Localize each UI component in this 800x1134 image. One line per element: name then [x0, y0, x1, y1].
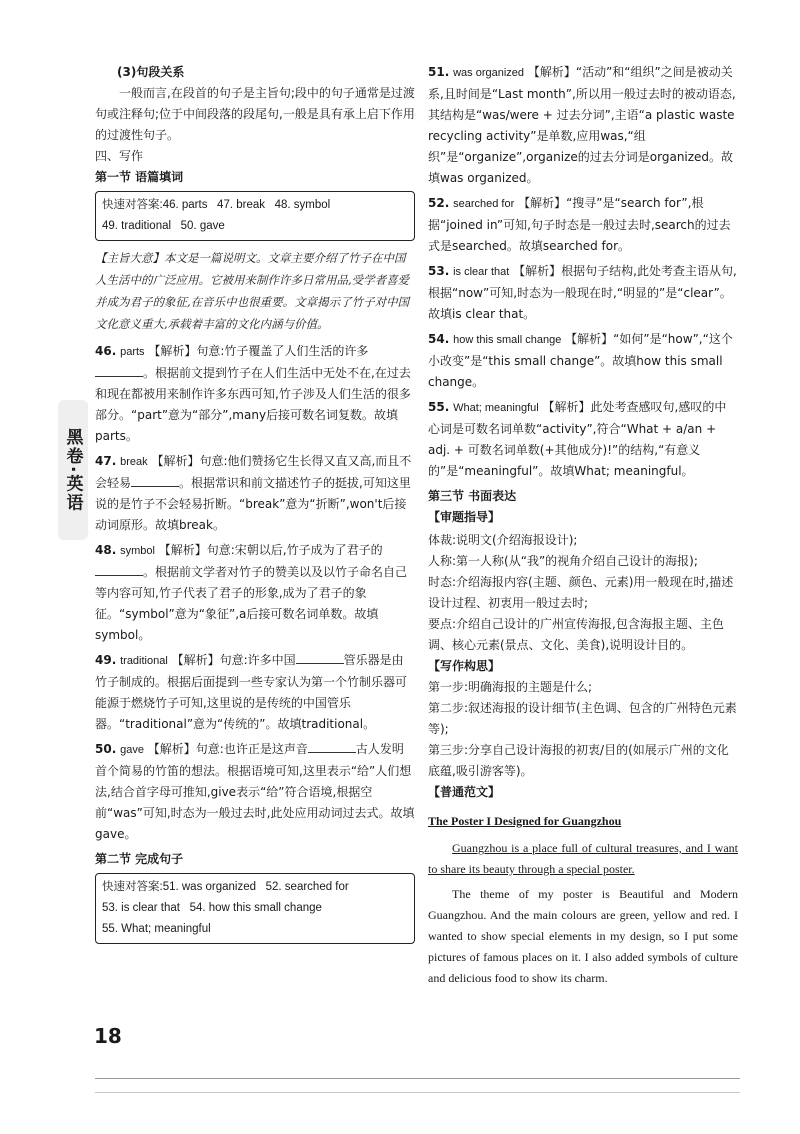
step-line: 第一步:明确海报的主题是什么;	[428, 680, 593, 694]
explanation-item	[95, 739, 415, 845]
answer-item: 54. how this small change	[189, 902, 322, 914]
item-answer: gave	[120, 744, 144, 756]
paragraph: 一般而言,在段首的句子是主旨句;段中的句子通常是过渡句或注释句;位于中间段落的段尾句,一般是具有承上启下作用的过渡性句子。	[95, 86, 415, 142]
answer-box	[95, 873, 415, 944]
explanation-list	[95, 341, 415, 845]
answer-item: 53. is clear that	[102, 902, 180, 914]
item-number: 50.	[95, 742, 117, 756]
item-answer: was organized	[453, 67, 525, 79]
answer-item: 快速对答案:51. was organized	[102, 881, 257, 893]
item-number: 51.	[428, 65, 450, 79]
essay-paragraph: The theme of my poster is Beautiful and Modern Guangzhou. And the main colours are green, yellow and red. I wanted to show special elements in my design, so I put some pictures of famous places on it. I also added symbols of culture and delicious food to show its charm.	[428, 887, 738, 985]
item-text: 【解析】此处考查感叹句,感叹的中心词是可数名词单数“activity”,符合“What + a/an + adj. + 可数名词单数(+其他成分)!”的结构,“有意义的”是“meaningful”。故填What; meaningful。	[428, 400, 727, 478]
essay-title: The Poster I Designed for Guangzhou	[428, 814, 622, 828]
answer-item: 48. symbol	[274, 199, 331, 211]
item-number: 48.	[95, 543, 117, 557]
answer-item: 47. break	[217, 199, 265, 211]
item-text: 【解析】“如何”是“how”,“这个小改变”是“this small change”。故填how this small change。	[428, 332, 733, 389]
explanation-item	[428, 261, 738, 325]
item-number: 52.	[428, 196, 450, 210]
step-line: 第二步:叙述海报的设计细节(主色调、包含的广州特色元素等);	[428, 701, 737, 736]
item-number: 49.	[95, 653, 117, 667]
footer-rule	[95, 1092, 740, 1093]
right-column	[428, 62, 738, 989]
item-text: 【解析】句意:也许正是这声音	[147, 742, 308, 756]
explanation-item	[428, 62, 738, 189]
guide-line: 人称:第一人称(从“我”的视角介绍自己设计的海报);	[428, 554, 698, 568]
item-text: 【解析】“活动”和“组织”之间是被动关系,且时间是“Last month”,所以用一般过去时的被动语态,其结构是“was/were + 过去分词”,主语“a plastic waste recycling activity”是单数,应用was,“组织”是“organize”,organize的过去分词是organized。故填was organized。	[428, 65, 736, 185]
item-text: 【解析】句意:宋朝以后,竹子成为了君子的	[158, 543, 383, 557]
explanation-item	[428, 193, 738, 257]
answer-item: 50. gave	[180, 220, 225, 232]
section-heading: (3)句段关系	[117, 65, 185, 79]
item-text: 【解析】根据句子结构,此处考查主语从句,根据“now”可知,时态为一般现在时,“明显的”是“clear”。故填is clear that。	[428, 264, 737, 321]
answer-item: 55. What; meaningful	[102, 923, 211, 935]
item-text: 【解析】句意:竹子覆盖了人们生活的许多	[148, 344, 369, 358]
explanation-item	[95, 451, 415, 536]
item-answer: parts	[120, 346, 145, 358]
item-answer: is clear that	[453, 266, 510, 278]
left-column	[95, 62, 415, 950]
explanation-list	[428, 62, 738, 482]
blank	[95, 364, 143, 377]
item-number: 47.	[95, 454, 117, 468]
item-answer: traditional	[120, 655, 168, 667]
section-heading: 第二节 完成句子	[95, 852, 184, 866]
item-text: 。根据前文提到竹子在人们生活中无处不在,在过去和现在都被用来制作许多东西可知,竹子涉及人们生活的很多部分。“part”意为“部分”,many后接可数名词复数。故填parts。	[95, 366, 411, 443]
sample-essay	[428, 811, 738, 989]
item-text: 古人发明首个简易的竹笛的想法。根据语境可知,这里表示“给”人们想法,结合首字母可推知,give表示“给”符合语境,根据空前“was”可知,时态为一般过去时,此处应用动词过去式。故填gave。	[95, 742, 415, 841]
item-number: 53.	[428, 264, 450, 278]
item-number: 54.	[428, 332, 450, 346]
side-tab: 黑卷·英语	[58, 400, 88, 540]
explanation-item	[428, 329, 738, 393]
item-text: 【解析】句意:许多中国	[171, 653, 296, 667]
guide-line: 时态:介绍海报内容(主题、颜色、元素)用一般现在时,描述设计过程、初衷用一般过去时;	[428, 575, 734, 610]
item-answer: break	[120, 456, 148, 468]
section-heading: 第三节 书面表达	[428, 489, 517, 503]
blank	[131, 474, 179, 487]
answer-item: 49. traditional	[102, 220, 172, 232]
item-text: 【解析】“搜寻”是“search for”,根据“joined in”可知,句子时态是一般过去时,search的过去式是searched。故填searched for。	[428, 196, 731, 253]
essay-paragraph: Guangzhou is a place full of cultural treasures, and I want to share its beauty through a special poster.	[428, 841, 738, 876]
item-answer: searched for	[453, 198, 515, 210]
answer-item: 快速对答案:46. parts	[102, 199, 208, 211]
part-heading: 四、写作	[95, 149, 144, 163]
explanation-item	[95, 540, 415, 646]
blank	[308, 740, 356, 753]
blank	[95, 563, 143, 576]
guide-line: 体裁:说明文(介绍海报设计);	[428, 533, 578, 547]
answer-item: 52. searched for	[265, 881, 349, 893]
item-text: 。根据前文学者对竹子的赞美以及以竹子命名自己等内容可知,竹子代表了君子的形象,成为了君子的象征。“symbol”意为“象征”,a后接可数名词单数。故填symbol。	[95, 565, 408, 642]
explanation-item	[95, 650, 415, 735]
framework-tag: 【写作构思】	[428, 659, 501, 673]
item-answer: symbol	[120, 545, 155, 557]
section-heading: 第一节 语篇填词	[95, 170, 184, 184]
item-answer: What; meaningful	[453, 402, 539, 414]
explanation-item	[428, 397, 738, 482]
item-number: 46.	[95, 344, 117, 358]
guide-tag: 【审题指导】	[428, 510, 501, 524]
guide-line: 要点:介绍自己设计的广州宣传海报,包含海报主题、主色调、核心元素(景点、文化、美食),说明设计目的。	[428, 617, 724, 652]
item-text: 【解析】句意:他们赞扬它生长得又直又高,而且不会轻易	[95, 454, 412, 490]
sample-tag: 【普通范文】	[428, 785, 501, 799]
answer-box	[95, 191, 415, 241]
item-text: 。根据常识和前文描述竹子的挺拔,可知这里说的是竹子不会轻易折断。“break”意为“折断”,won't后接动词原形。故填break。	[95, 476, 411, 532]
item-number: 55.	[428, 400, 450, 414]
item-text: 管乐器是由竹子制成的。根据后面提到一些专家认为第一个竹制乐器可能源于燃烧竹子可知,这里说的是传统的中国管乐器。“traditional”意为“传统的”。故填traditional。	[95, 653, 408, 731]
main-idea: 【主旨大意】本文是一篇说明文。文章主要介绍了竹子在中国人生活中的广泛应用。它被用来制作许多日常用品,受学者喜爱并成为君子的象征,在音乐中也很重要。文章揭示了竹子对中国文化意义重大,承载着丰富的文化内涵与价值。	[95, 251, 410, 331]
explanation-item	[95, 341, 415, 447]
blank	[296, 651, 344, 664]
item-answer: how this small change	[453, 334, 562, 346]
step-line: 第三步:分享自己设计海报的初衷/目的(如展示广州的文化底蕴,吸引游客等)。	[428, 743, 729, 778]
footer-rule	[95, 1078, 740, 1079]
page-number: 18	[94, 1024, 122, 1048]
